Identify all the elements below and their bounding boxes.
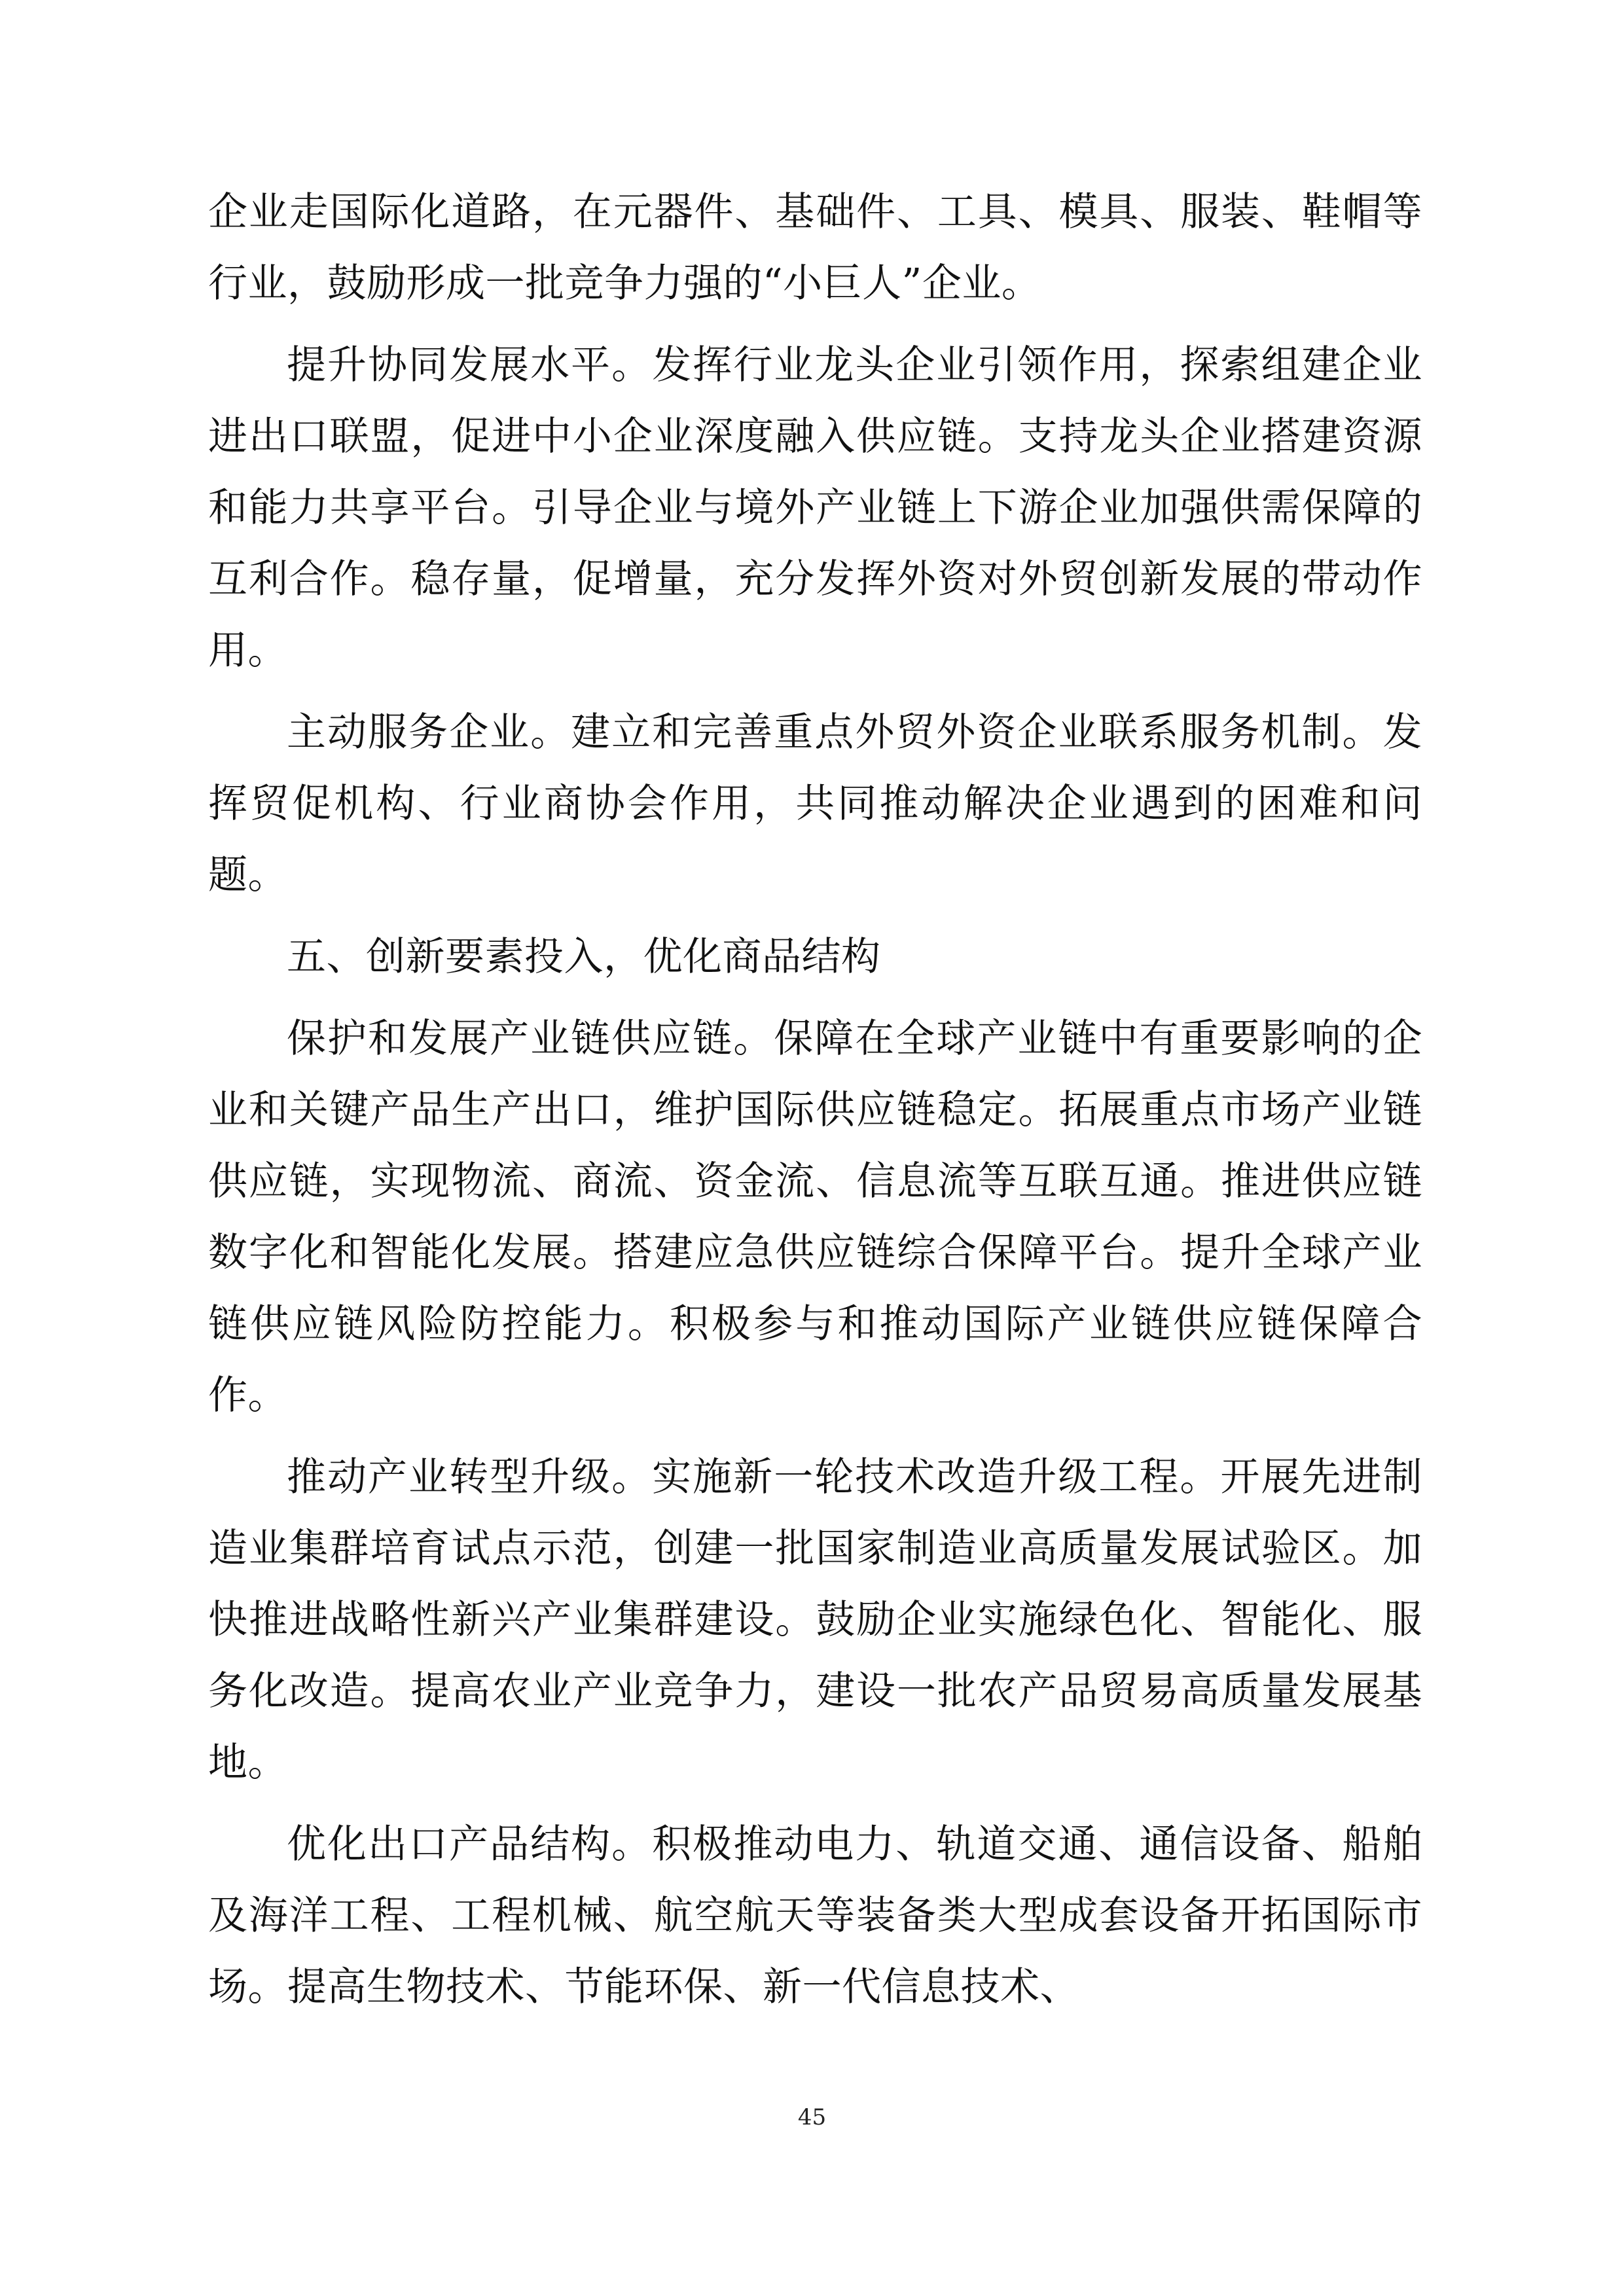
page-number: 45 <box>797 2104 827 2130</box>
paragraph: 企业走国际化道路，在元器件、基础件、工具、模具、服装、鞋帽等行业，鼓励形成一批竞争力强的“小巨人”企业。 <box>208 189 1422 306</box>
paragraph: 提升协同发展水平。发挥行业龙头企业引领作用，探索组建企业进出口联盟，促进中小企业深度融入供应链。支持龙头企业搭建资源和能力共享平台。引导企业与境外产业链上下游企业加强供需保障的互利合作。稳存量，促增量，充分发挥外资对外贸创新发展的带动作用。 <box>208 342 1422 673</box>
section-heading: 五、创新要素投入，优化商品结构 <box>287 934 881 980</box>
paragraph: 优化出口产品结构。积极推动电力、轨道交通、通信设备、船舶及海洋工程、工程机械、航空航天等装备类大型成套设备开拓国际市场。提高生物技术、节能环保、新一代信息技术、 <box>208 1821 1422 2010</box>
paragraph: 保护和发展产业链供应链。保障在全球产业链中有重要影响的企业和关键产品生产出口，维护国际供应链稳定。拓展重点市场产业链供应链，实现物流、商流、资金流、信息流等互联互通。推进供应链数字化和智能化发展。搭建应急供应链综合保障平台。提升全球产业链供应链风险防控能力。积极参与和推动国际产业链供应链保障合作。 <box>208 1016 1422 1418</box>
page-body-text <box>208 177 1422 2027</box>
paragraph: 推动产业转型升级。实施新一轮技术改造升级工程。开展先进制造业集群培育试点示范，创建一批国家制造业高质量发展试验区。加快推进战略性新兴产业集群建设。鼓励企业实施绿色化、智能化、服务化改造。提高农业产业竞争力，建设一批农产品贸易高质量发展基地。 <box>208 1454 1422 1785</box>
paragraph: 主动服务企业。建立和完善重点外贸外资企业联系服务机制。发挥贸促机构、行业商协会作用，共同推动解决企业遇到的困难和问题。 <box>208 709 1422 898</box>
